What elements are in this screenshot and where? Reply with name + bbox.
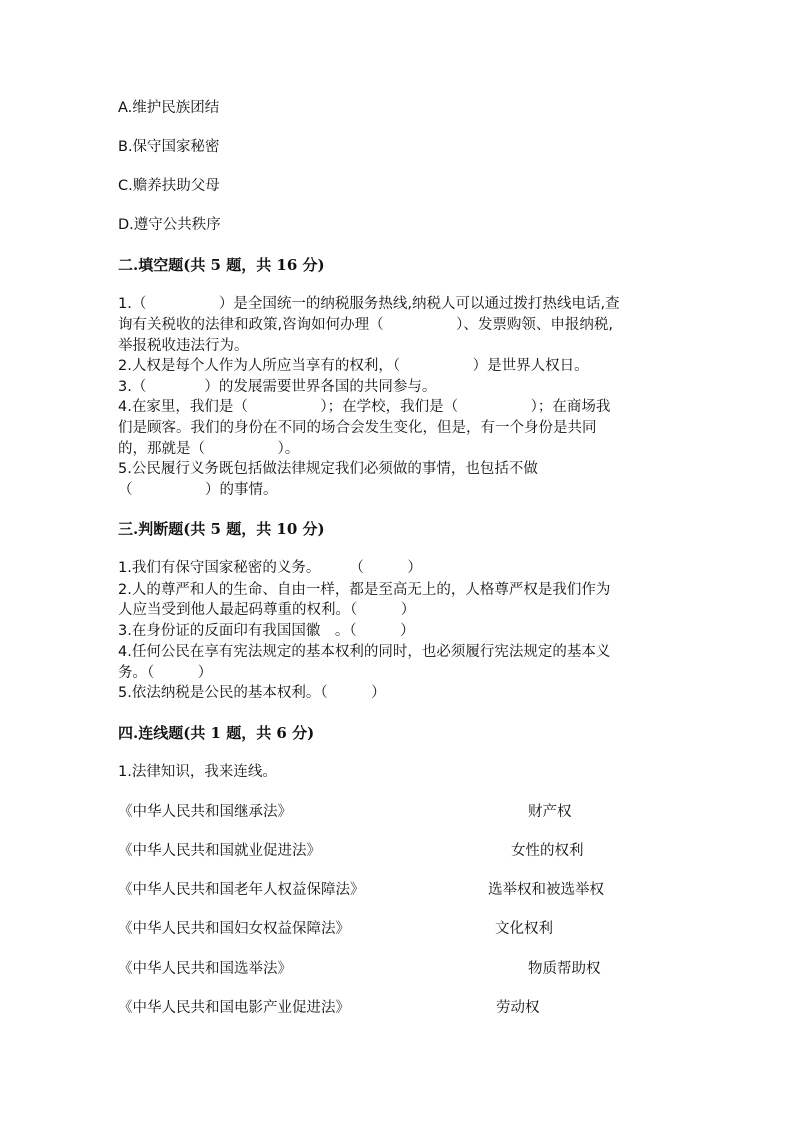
judge-line: 3.在身份证的反面印有我国国徽 。（ ） — [118, 623, 415, 639]
judge-line: 2.人的尊严和人的生命、自由一样，都是至高无上的，人格尊严权是我们作为 — [118, 582, 611, 598]
match-law: 《中华人民共和国老年人权益保障法》 — [118, 882, 365, 898]
fill-line: （ ）的事情。 — [118, 482, 278, 498]
match-right: 劳动权 — [496, 1000, 540, 1016]
section4-heading: 四.连线题(共 1 题，共 6 分) — [118, 724, 315, 742]
judge-line: 务。（ ） — [118, 665, 213, 681]
match-law: 《中华人民共和国继承法》 — [118, 804, 292, 820]
match-law: 《中华人民共和国电影产业促进法》 — [118, 1000, 350, 1016]
match-law: 《中华人民共和国选举法》 — [118, 961, 292, 977]
match-law: 《中华人民共和国妇女权益保障法》 — [118, 921, 350, 937]
judge-line: 1.我们有保守国家秘密的义务。 （ ） — [118, 560, 422, 576]
fill-line: 3.（ ）的发展需要世界各国的共同参与。 — [118, 379, 437, 395]
choice-d: D.遵守公共秩序 — [118, 217, 221, 233]
choice-a: A.维护民族团结 — [118, 100, 220, 116]
match-right: 文化权利 — [495, 921, 553, 937]
fill-line: 2.人权是每个人作为人所应当享有的权利，（ ）是世界人权日。 — [118, 358, 589, 374]
fill-line: 举报税收违法行为。 — [118, 338, 249, 354]
fill-line: 们是顾客。我们的身份在不同的场合会发生变化，但是，有一个身份是共同 — [118, 420, 597, 436]
judge-line: 5.依法纳税是公民的基本权利。（ ） — [118, 685, 386, 701]
section3-heading: 三.判断题(共 5 题，共 10 分) — [118, 520, 325, 538]
fill-line: 1.（ ）是全国统一的纳税服务热线,纳税人可以通过拨打热线电话,查 — [118, 296, 620, 312]
choice-b: B.保守国家秘密 — [118, 139, 220, 155]
judge-line: 人应当受到他人最起码尊重的权利。（ ） — [118, 602, 416, 618]
match-right: 选举权和被选举权 — [488, 882, 604, 898]
match-right: 物质帮助权 — [528, 961, 601, 977]
match-law: 《中华人民共和国就业促进法》 — [118, 843, 321, 859]
fill-line: 询有关税收的法律和政策,咨询如何办理（ ）、发票购领、申报纳税, — [118, 317, 613, 333]
choice-c: C.赡养扶助父母 — [118, 178, 220, 194]
fill-line: 5.公民履行义务既包括做法律规定我们必须做的事情，也包括不做 — [118, 461, 538, 477]
match-right: 女性的权利 — [511, 843, 584, 859]
section2-heading: 二.填空题(共 5 题，共 16 分) — [118, 256, 325, 274]
fill-line: 的，那就是（ ）。 — [118, 441, 300, 457]
match-question: 1.法律知识，我来连线。 — [118, 764, 277, 780]
match-right: 财产权 — [528, 804, 572, 820]
judge-line: 4.任何公民在享有宪法规定的基本权利的同时，也必须履行宪法规定的基本义 — [118, 644, 611, 660]
fill-line: 4.在家里，我们是（ ）；在学校，我们是（ ）；在商场我 — [118, 399, 611, 415]
